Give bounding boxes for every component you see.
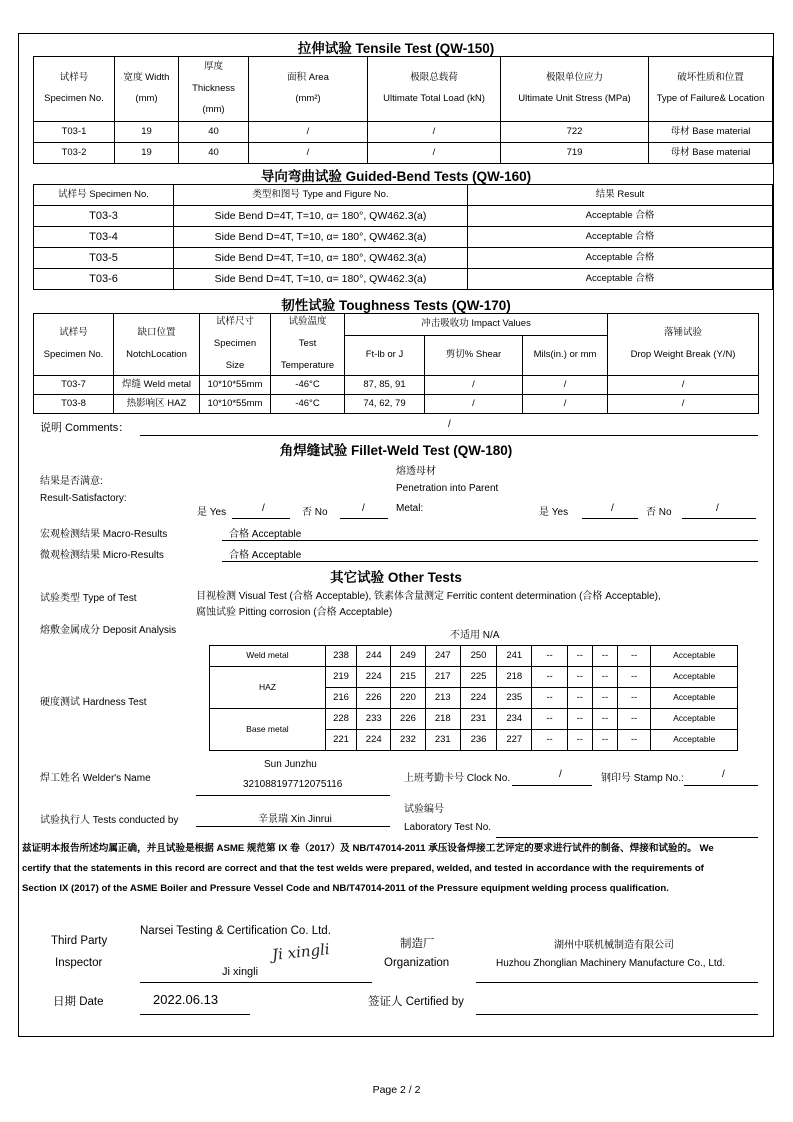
table-row <box>34 227 773 248</box>
table-row <box>210 646 738 667</box>
hardness-cell: -- <box>592 646 617 667</box>
hardness-cell: 224 <box>357 667 391 688</box>
hardness-cell: -- <box>532 667 567 688</box>
result-no-label: 否 No <box>302 507 328 518</box>
hardness-cell: 232 <box>391 730 425 751</box>
toughness-cell: / <box>523 395 608 414</box>
hardness-cell: -- <box>592 688 617 709</box>
tensile-header-width: 宽度 Width (mm) <box>115 57 179 122</box>
hardness-cell: -- <box>567 730 592 751</box>
bend-cell: Acceptable 合格 <box>468 269 773 290</box>
tensile-cell: 40 <box>179 122 249 143</box>
comments-underline <box>140 435 758 436</box>
table-row <box>34 122 773 143</box>
penetration-cn: 熔透母材 <box>396 466 436 477</box>
hardness-cell: 244 <box>357 646 391 667</box>
hardness-cell: 217 <box>425 667 460 688</box>
stamp-underline <box>684 785 758 786</box>
conducted-value: 辛景瑞 Xin Jinrui <box>258 814 332 825</box>
toughness-cell: 热影响区 HAZ <box>114 395 200 414</box>
tensile-cell: T03-1 <box>34 122 115 143</box>
bend-cell: T03-5 <box>34 248 174 269</box>
hardness-cell: -- <box>618 730 651 751</box>
tensile-cell: 母材 Base material <box>649 122 773 143</box>
toughness-header-specimen: 试样号 Specimen No. <box>34 314 114 376</box>
conducted-label: 试验执行人 Tests conducted by <box>40 815 179 826</box>
hardness-cell: 241 <box>497 646 532 667</box>
tensile-header-thickness: 厚度 Thickness (mm) <box>179 57 249 122</box>
tensile-cell: 母材 Base material <box>649 143 773 164</box>
toughness-cell: 87, 85, 91 <box>345 376 425 395</box>
result-yes-label: 是 Yes <box>197 507 227 518</box>
hardness-label: 硬度测试 Hardness Test <box>40 697 147 708</box>
tensile-cell: / <box>368 143 501 164</box>
date-value: 2022.06.13 <box>153 992 219 1007</box>
tensile-cell: T03-2 <box>34 143 115 164</box>
hardness-cell: 236 <box>460 730 496 751</box>
toughness-cell: -46°C <box>271 376 345 395</box>
hardness-cell: 234 <box>497 709 532 730</box>
table-row <box>34 395 759 414</box>
pen-yes-label: 是 Yes <box>539 507 569 518</box>
tensile-cell: / <box>249 122 368 143</box>
hardness-cell: -- <box>532 730 567 751</box>
hardness-cell: 218 <box>425 709 460 730</box>
result-label-en: Result-Satisfactory: <box>40 493 127 504</box>
hardness-zone: Weld metal <box>210 646 326 667</box>
result-no-underline <box>340 518 388 519</box>
hardness-cell: -- <box>618 709 651 730</box>
toughness-cell: / <box>523 376 608 395</box>
stamp-value: / <box>722 769 725 780</box>
hardness-cell: 220 <box>391 688 425 709</box>
lab-test-cn: 试验编号 <box>404 804 444 815</box>
bend-cell: T03-3 <box>34 206 174 227</box>
toughness-header-shear: 剪切% Shear <box>425 336 523 376</box>
hardness-cell: 216 <box>325 688 356 709</box>
tensile-header-specimen: 试样号 Specimen No. <box>34 57 115 122</box>
toughness-header-temp: 试验温度 Test Temperature <box>271 314 345 376</box>
pen-yes-underline <box>582 518 638 519</box>
micro-label: 微观检测结果 Micro-Results <box>40 550 164 561</box>
hardness-cell: 233 <box>357 709 391 730</box>
result-yes-underline <box>232 518 290 519</box>
certified-by-underline <box>476 1014 758 1015</box>
hardness-cell: 238 <box>325 646 356 667</box>
bend-title: 导向弯曲试验 Guided-Bend Tests (QW-160) <box>260 169 532 184</box>
bend-header-type: 类型和图号 Type and Figure No. <box>174 185 468 206</box>
hardness-cell: -- <box>567 646 592 667</box>
page-number: Page 2 / 2 <box>372 1084 421 1096</box>
hardness-cell: -- <box>618 688 651 709</box>
type-of-test-line2: 腐蚀试验 Pitting corrosion (合格 Acceptable) <box>196 607 393 618</box>
penetration-en: Penetration into Parent <box>396 483 499 494</box>
hardness-cell: -- <box>567 709 592 730</box>
toughness-cell: / <box>425 376 523 395</box>
comments-value: / <box>448 419 451 430</box>
hardness-cell: 227 <box>497 730 532 751</box>
hardness-cell: -- <box>592 709 617 730</box>
hardness-cell: 213 <box>425 688 460 709</box>
toughness-cell: / <box>608 395 759 414</box>
bend-header-row <box>34 185 773 206</box>
bend-header-result: 结果 Result <box>468 185 773 206</box>
type-of-test-line1: 目视检测 Visual Test (合格 Acceptable), 铁素体含量测定 Ferritic content determination (合格 Acceptable), <box>196 591 661 602</box>
table-row <box>34 143 773 164</box>
bend-cell: Side Bend D=4T, T=10, α= 180°, QW462.3(a) <box>174 269 468 290</box>
tensile-cell: / <box>368 122 501 143</box>
other-title: 其它试验 Other Tests <box>330 570 462 585</box>
hardness-cell: -- <box>532 688 567 709</box>
certified-by-label: 签证人 Certified by <box>368 996 464 1008</box>
clock-underline <box>512 785 592 786</box>
tensile-cell: / <box>249 143 368 164</box>
toughness-cell: T03-7 <box>34 376 114 395</box>
table-row <box>34 269 773 290</box>
hardness-zone: HAZ <box>210 667 326 709</box>
table-row <box>210 709 738 730</box>
toughness-header-row <box>34 314 759 336</box>
hardness-table <box>209 645 738 751</box>
hardness-cell: -- <box>618 646 651 667</box>
bend-cell: Side Bend D=4T, T=10, α= 180°, QW462.3(a) <box>174 206 468 227</box>
tensile-header-row <box>34 57 773 122</box>
hardness-cell: 228 <box>325 709 356 730</box>
hardness-cell: 221 <box>325 730 356 751</box>
tensile-header-stress: 极限单位应力 Ultimate Unit Stress (MPa) <box>501 57 649 122</box>
bend-table <box>33 184 773 290</box>
tensile-cell: 19 <box>115 122 179 143</box>
inspector-company: Narsei Testing & Certification Co. Ltd. <box>140 925 331 937</box>
bend-cell: Acceptable 合格 <box>468 248 773 269</box>
toughness-cell: 74, 62, 79 <box>345 395 425 414</box>
tensile-header-load: 极限总载荷 Ultimate Total Load (kN) <box>368 57 501 122</box>
hardness-zone: Base metal <box>210 709 326 751</box>
toughness-cell: 10*10*55mm <box>200 395 271 414</box>
inspector-label: Inspector <box>55 957 103 969</box>
tensile-table <box>33 56 773 164</box>
deposit-label: 熔敷金属成分 Deposit Analysis <box>40 625 177 636</box>
clock-label: 上班考勤卡号 Clock No. <box>404 773 511 784</box>
toughness-cell: / <box>425 395 523 414</box>
hardness-cell: 224 <box>460 688 496 709</box>
toughness-header-mils: Mils(in.) or mm <box>523 336 608 376</box>
organization-en: Organization <box>384 957 450 969</box>
micro-value: 合格 Acceptable <box>229 550 302 561</box>
table-row <box>34 248 773 269</box>
type-of-test-label: 试验类型 Type of Test <box>40 593 137 604</box>
hardness-cell: 215 <box>391 667 425 688</box>
hardness-cell: -- <box>592 730 617 751</box>
tensile-cell: 719 <box>501 143 649 164</box>
bend-cell: T03-6 <box>34 269 174 290</box>
tensile-cell: 40 <box>179 143 249 164</box>
lab-test-underline <box>496 837 758 838</box>
result-label-cn: 结果是否满意: <box>40 476 103 487</box>
hardness-result: Acceptable <box>651 646 738 667</box>
bend-cell: T03-4 <box>34 227 174 248</box>
macro-value: 合格 Acceptable <box>229 529 302 540</box>
table-row <box>34 376 759 395</box>
micro-underline <box>222 561 758 562</box>
tensile-header-failure: 破坏性质和位置 Type of Failure& Location <box>649 57 773 122</box>
fillet-title: 角焊缝试验 Fillet-Weld Test (QW-180) <box>279 443 513 458</box>
toughness-header-impact: 冲击吸收功 Impact Values <box>345 314 608 336</box>
hardness-cell: 218 <box>497 667 532 688</box>
macro-underline <box>222 540 758 541</box>
toughness-cell: T03-8 <box>34 395 114 414</box>
hardness-cell: -- <box>618 667 651 688</box>
toughness-header-drop: 落锤试验 Drop Weight Break (Y/N) <box>608 314 759 376</box>
welder-id: 321088197712075116 <box>243 779 343 790</box>
bend-cell: Acceptable 合格 <box>468 206 773 227</box>
tensile-header-area: 面积 Area (mm²) <box>249 57 368 122</box>
comments-label: 说明 Comments： <box>40 422 130 434</box>
hardness-result: Acceptable <box>651 667 738 688</box>
third-party-label: Third Party <box>51 935 108 947</box>
inspector-name: Ji xingli <box>222 966 259 978</box>
pen-no-label: 否 No <box>646 507 672 518</box>
organization-cn: 制造厂 <box>400 938 435 950</box>
hardness-result: Acceptable <box>651 709 738 730</box>
hardness-cell: -- <box>567 667 592 688</box>
hardness-cell: 225 <box>460 667 496 688</box>
toughness-title: 韧性试验 Toughness Tests (QW-170) <box>281 298 511 313</box>
pen-no-underline <box>682 518 756 519</box>
pen-no-value: / <box>716 503 719 514</box>
toughness-cell: 10*10*55mm <box>200 376 271 395</box>
manufacturer-en: Huzhou Zhonglian Machinery Manufacture Co., Ltd. <box>496 958 726 969</box>
hardness-cell: 219 <box>325 667 356 688</box>
inspector-signature: Ji xingli <box>271 940 331 964</box>
toughness-cell: / <box>608 376 759 395</box>
toughness-cell: -46°C <box>271 395 345 414</box>
stamp-label: 钢印号 Stamp No.: <box>601 773 684 784</box>
macro-label: 宏观检测结果 Macro-Results <box>40 529 168 540</box>
date-underline <box>140 1014 250 1015</box>
bend-cell: Acceptable 合格 <box>468 227 773 248</box>
result-no-value: / <box>362 503 365 514</box>
hardness-cell: 247 <box>425 646 460 667</box>
hardness-result: Acceptable <box>651 730 738 751</box>
manufacturer-underline <box>476 982 758 983</box>
welder-label: 焊工姓名 Welder's Name <box>40 773 151 784</box>
toughness-header-notch: 缺口位置 NotchLocation <box>114 314 200 376</box>
pen-yes-value: / <box>611 503 614 514</box>
conducted-underline <box>196 826 390 827</box>
hardness-cell: -- <box>532 709 567 730</box>
bend-cell: Side Bend D=4T, T=10, α= 180°, QW462.3(a) <box>174 227 468 248</box>
certification-statement: 兹证明本报告所述均属正确，并且试验是根据 ASME 规范第 IX 卷（2017）及 NB/T47014-2011 承压设备焊接工艺评定的要求进行试件的制备、焊接和试验的。 We certify that the statements in this record are correct and that the test welds were prepared, welded, and tested in accordance with the requirements of Section IX (2017) of the ASME Boiler and Pressure Vessel Code and NB/T47014-2011 of the Pressure equipment welding process qualification. <box>22 843 714 894</box>
hardness-cell: -- <box>567 688 592 709</box>
bend-cell: Side Bend D=4T, T=10, α= 180°, QW462.3(a) <box>174 248 468 269</box>
result-yes-value: / <box>262 503 265 514</box>
manufacturer-cn: 湖州中联机械制造有限公司 <box>554 940 674 951</box>
toughness-table <box>33 313 759 414</box>
hardness-cell: 224 <box>357 730 391 751</box>
inspector-underline <box>140 982 372 983</box>
welder-name: Sun Junzhu <box>264 759 317 770</box>
bend-header-specimen: 试样号 Specimen No. <box>34 185 174 206</box>
table-row <box>210 667 738 688</box>
hardness-cell: 235 <box>497 688 532 709</box>
tensile-cell: 722 <box>501 122 649 143</box>
hardness-cell: 250 <box>460 646 496 667</box>
hardness-cell: 226 <box>391 709 425 730</box>
toughness-cell: 焊缝 Weld metal <box>114 376 200 395</box>
tensile-cell: 19 <box>115 143 179 164</box>
hardness-cell: 249 <box>391 646 425 667</box>
lab-test-en: Laboratory Test No. <box>404 822 492 833</box>
toughness-header-size: 试样尺寸 Specimen Size <box>200 314 271 376</box>
tensile-title: 拉伸试验 Tensile Test (QW-150) <box>297 41 495 56</box>
penetration-metal: Metal: <box>396 503 424 514</box>
hardness-result: Acceptable <box>651 688 738 709</box>
welder-underline <box>196 795 390 796</box>
hardness-cell: -- <box>532 646 567 667</box>
date-label: 日期 Date <box>53 996 104 1008</box>
hardness-cell: 231 <box>425 730 460 751</box>
clock-value: / <box>559 769 562 780</box>
hardness-cell: -- <box>592 667 617 688</box>
deposit-value: 不适用 N/A <box>450 630 500 641</box>
table-row <box>34 206 773 227</box>
toughness-header-ftlb: Ft-lb or J <box>345 336 425 376</box>
hardness-cell: 231 <box>460 709 496 730</box>
hardness-cell: 226 <box>357 688 391 709</box>
